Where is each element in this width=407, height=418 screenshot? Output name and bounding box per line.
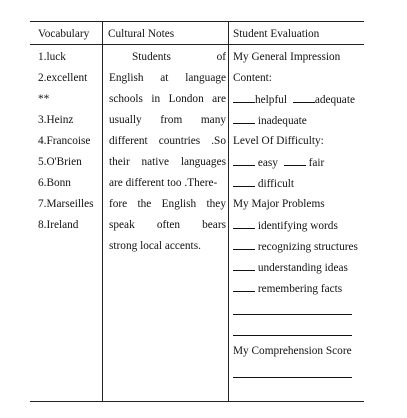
notes-blank-line[interactable] xyxy=(233,314,352,315)
column-divider-2 xyxy=(228,21,229,402)
notes-word: bears xyxy=(202,219,226,231)
notes-word: of xyxy=(216,51,226,63)
notes-word: often xyxy=(156,219,181,231)
vocabulary-item: 4.Francoise xyxy=(38,135,91,147)
notes-word: are xyxy=(212,93,226,105)
adequate-blank[interactable] xyxy=(293,92,315,103)
difficult-label: difficult xyxy=(257,178,295,190)
notes-word: native xyxy=(141,156,170,168)
header-bottom-rule xyxy=(30,44,364,45)
easy-blank[interactable] xyxy=(233,155,255,166)
problem-label: recognizing structures xyxy=(257,241,358,253)
problem-blank[interactable] xyxy=(233,218,255,229)
vocabulary-item: 2.excellent xyxy=(38,72,88,84)
notes-line xyxy=(109,134,226,148)
adequate-label: adequate xyxy=(314,94,355,106)
inadequate-label: inadequate xyxy=(257,115,307,127)
problem-blank[interactable] xyxy=(233,239,255,250)
notes-word: at xyxy=(160,72,169,84)
vocabulary-item: 7.Marseilles xyxy=(38,198,94,210)
notes-line xyxy=(109,113,226,127)
header-vocabulary: Vocabulary xyxy=(38,28,90,40)
notes-word: the xyxy=(137,198,152,210)
problem-label: understanding ideas xyxy=(257,262,348,274)
notes-word: in xyxy=(151,93,161,105)
inadequate-row xyxy=(233,113,307,128)
column-divider-1 xyxy=(102,21,103,402)
difficult-row xyxy=(233,176,294,191)
notes-word: many xyxy=(200,114,226,126)
notes-word: languages xyxy=(180,156,226,168)
notes-word: speak xyxy=(109,219,135,231)
helpful-label: helpful xyxy=(255,94,287,106)
notes-line xyxy=(109,197,226,211)
vocabulary-item: 1.luck xyxy=(38,51,66,63)
header-student-evaluation: Student Evaluation xyxy=(233,28,320,40)
problem-blank[interactable] xyxy=(233,281,255,292)
vocabulary-item: 5.O'Brien xyxy=(38,156,82,168)
notes-line xyxy=(109,155,226,169)
problem-blank[interactable] xyxy=(233,260,255,271)
notes-line xyxy=(132,50,226,64)
content-label: Content: xyxy=(233,72,272,84)
problem-row xyxy=(233,218,338,233)
header-cultural-notes: Cultural Notes xyxy=(108,28,175,40)
notes-line xyxy=(109,92,226,106)
easy-label: easy xyxy=(257,157,278,169)
problem-row xyxy=(233,281,342,296)
vocabulary-item: ** xyxy=(38,93,50,105)
general-impression-heading: My General Impression xyxy=(233,51,341,63)
notes-word: English xyxy=(109,72,144,84)
notes-word: different xyxy=(109,135,148,147)
major-problems-heading: My Major Problems xyxy=(233,198,325,210)
vocabulary-item: 6.Bonn xyxy=(38,177,71,189)
notes-line xyxy=(109,71,226,85)
notes-word: countries xyxy=(158,135,201,147)
helpful-blank[interactable] xyxy=(233,92,255,103)
problem-row xyxy=(233,239,358,254)
notes-word: their xyxy=(109,156,130,168)
notes-word: usually xyxy=(109,114,142,126)
notes-word: language xyxy=(185,72,226,84)
notes-word: English xyxy=(161,198,197,210)
notes-line: are different too .There- xyxy=(109,177,218,189)
table-top-rule xyxy=(30,21,364,22)
vocabulary-item: 3.Heinz xyxy=(38,114,74,126)
notes-word: they xyxy=(206,198,226,210)
vocabulary-item: 8.Ireland xyxy=(38,219,79,231)
notes-word: fore xyxy=(109,198,128,210)
notes-word: from xyxy=(160,114,183,126)
comprehension-score-heading: My Comprehension Score xyxy=(233,345,352,357)
notes-word: schools xyxy=(109,93,143,105)
problem-row xyxy=(233,260,348,275)
notes-word: London xyxy=(168,93,204,105)
difficult-blank[interactable] xyxy=(233,176,255,187)
problem-label: identifying words xyxy=(257,220,338,232)
notes-word: Students xyxy=(132,51,171,63)
fair-label: fair xyxy=(308,157,325,169)
notes-blank-line[interactable] xyxy=(233,335,352,336)
notes-line xyxy=(109,218,226,232)
fair-blank[interactable] xyxy=(284,155,306,166)
table-bottom-rule xyxy=(30,401,364,402)
difficulty-options-row xyxy=(233,155,324,170)
problem-label: remembering facts xyxy=(257,283,343,295)
comprehension-score-blank[interactable] xyxy=(233,377,352,378)
content-options-row xyxy=(233,92,355,107)
inadequate-blank[interactable] xyxy=(233,113,255,124)
notes-line: strong local accents. xyxy=(109,240,201,252)
difficulty-label: Level Of Difficulty: xyxy=(233,135,324,147)
notes-word: .So xyxy=(211,135,226,147)
